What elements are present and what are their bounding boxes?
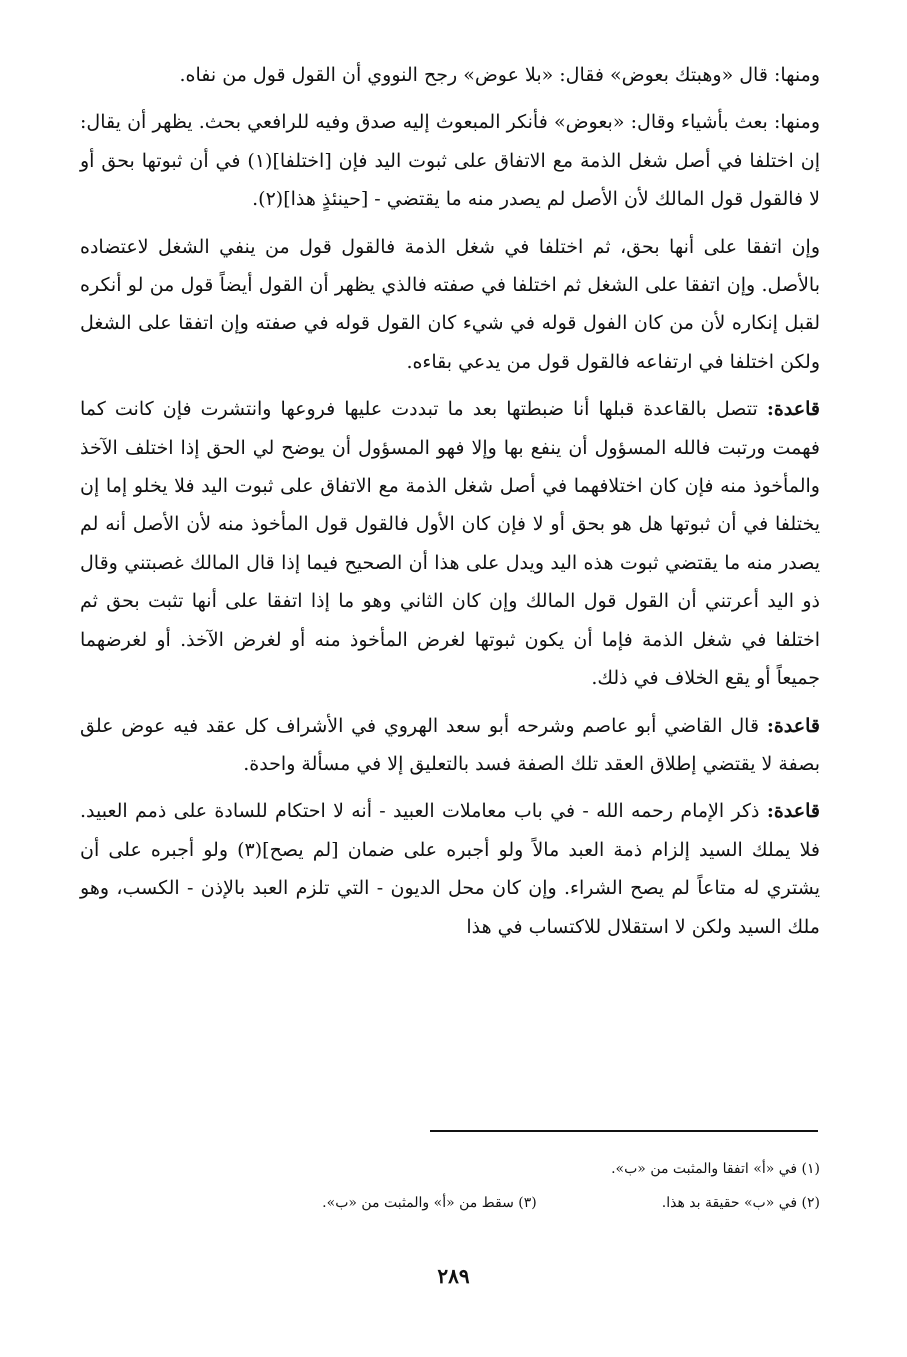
paragraph-1-text: ومنها: قال «وهبتك بعوض» فقال: «بلا عوض» رجح النووي أن القول قول من نفاه. <box>179 64 820 86</box>
main-text <box>80 56 820 955</box>
footnote-3: (٣) سقط من «أ» والمثبت من «ب». <box>322 1195 537 1211</box>
paragraph-6 <box>80 792 820 946</box>
rule-heading: قاعدة: <box>766 800 820 823</box>
paragraph-2 <box>80 103 820 218</box>
footnote-row-1 <box>170 1152 820 1186</box>
paragraph-5-text: قال القاضي أبو عاصم وشرحه أبو سعد الهروي في الأشراف كل عقد فيه عوض علق بصفة لا يقتضي إطلاق العقد تلك الصفة فسد بالتعليق إلا في مسألة واحدة. <box>80 714 820 775</box>
paragraph-3 <box>80 228 820 382</box>
footnote-row-2 <box>170 1186 820 1220</box>
page-number: ٢٨٩ <box>437 1264 470 1288</box>
paragraph-6-text: ذكر الإمام رحمه الله - في باب معاملات العبيد - أنه لا احتكام للسادة على ذمم العبيد. فلا يملك السيد إلزام ذمة العبد مالاً ولو أجبره على ضمان [لم يصح](٣) ولو أجبره على أن يشتري له متاعاً لم يصح الشراء. وإن كان محل الديون - التي تلزم العبد بالإذن - الكسب، وهو ملك السيد ولكن لا استقلال للاكتساب في هذا <box>80 800 820 938</box>
paragraph-2-text: ومنها: بعث بأشياء وقال: «بعوض» فأنكر المبعوث إليه صدق وفيه للرافعي بحث. يظهر أن يقال: إن اختلفا في أصل شغل الذمة مع الاتفاق على ثبوت اليد فإن [اختلفا](١) في أن ثبوتها بحق أو لا فالقول قول المالك لأن الأصل لم يصدر منه ما يقتضي - [حينئذٍ هذا](٢). <box>80 111 820 211</box>
paragraph-4 <box>80 390 820 697</box>
footnotes <box>170 1152 820 1220</box>
footnote-divider <box>430 1130 818 1132</box>
footnote-2: (٢) في «ب» حقيقة بد هذا. <box>661 1195 820 1211</box>
rule-heading: قاعدة: <box>766 714 820 737</box>
paragraph-4-text: تتصل بالقاعدة قبلها أنا ضبطتها بعد ما تبددت عليها فروعها وانتشرت فإن كانت كما فهمت ورتبت فالله المسؤول أن ينفع بها وإلا فهو المسؤول أن يوضح لي الحق إذا اختلف الآخذ والمأخوذ منه فإن كان اختلافهما في أصل شغل الذمة مع الاتفاق على ثبوت اليد فلا يخلو إما إن يختلفا في أن ثبوتها هل هو بحق أو لا فإن كان الأول فالقول قول المأخوذ منه لأن الأصل أنه لم يصدر منه ما يقتضي ثبوت هذه اليد ويدل على هذا أن الصحيح فيما إذا قال المالك غصبتني وقال ذو اليد أعرتني أن القول قول المالك وإن كان الثاني وهو ما إذا اتفقا على أنها تثبت بحق ثم اختلفا في شغل الذمة فإما أن يكون ثبوتها لغرض المأخوذ منه أو لغرض الآخذ. أو لغرضهما جميعاً أو يقع الخلاف في ذلك. <box>80 398 820 690</box>
paragraph-1 <box>80 56 820 94</box>
rule-heading: قاعدة: <box>766 398 820 421</box>
paragraph-5 <box>80 707 820 784</box>
paragraph-3-text: وإن اتفقا على أنها بحق، ثم اختلفا في شغل الذمة فالقول قول من ينفي الشغل لاعتضاده بالأصل. وإن اتفقا على الشغل ثم اختلفا في صفته فالذي يظهر أن القول أيضاً قول من لو أنكره لقبل إنكاره لأن من كان الفول قوله في شيء كان القول قوله في صفته وإن اتفقا على الشغل ولكن اختلفا في ارتفاعه فالقول قول من يدعي بقاءه. <box>80 235 820 373</box>
footnote-1: (١) في «أ» اتفقا والمثبت من «ب». <box>611 1161 820 1177</box>
